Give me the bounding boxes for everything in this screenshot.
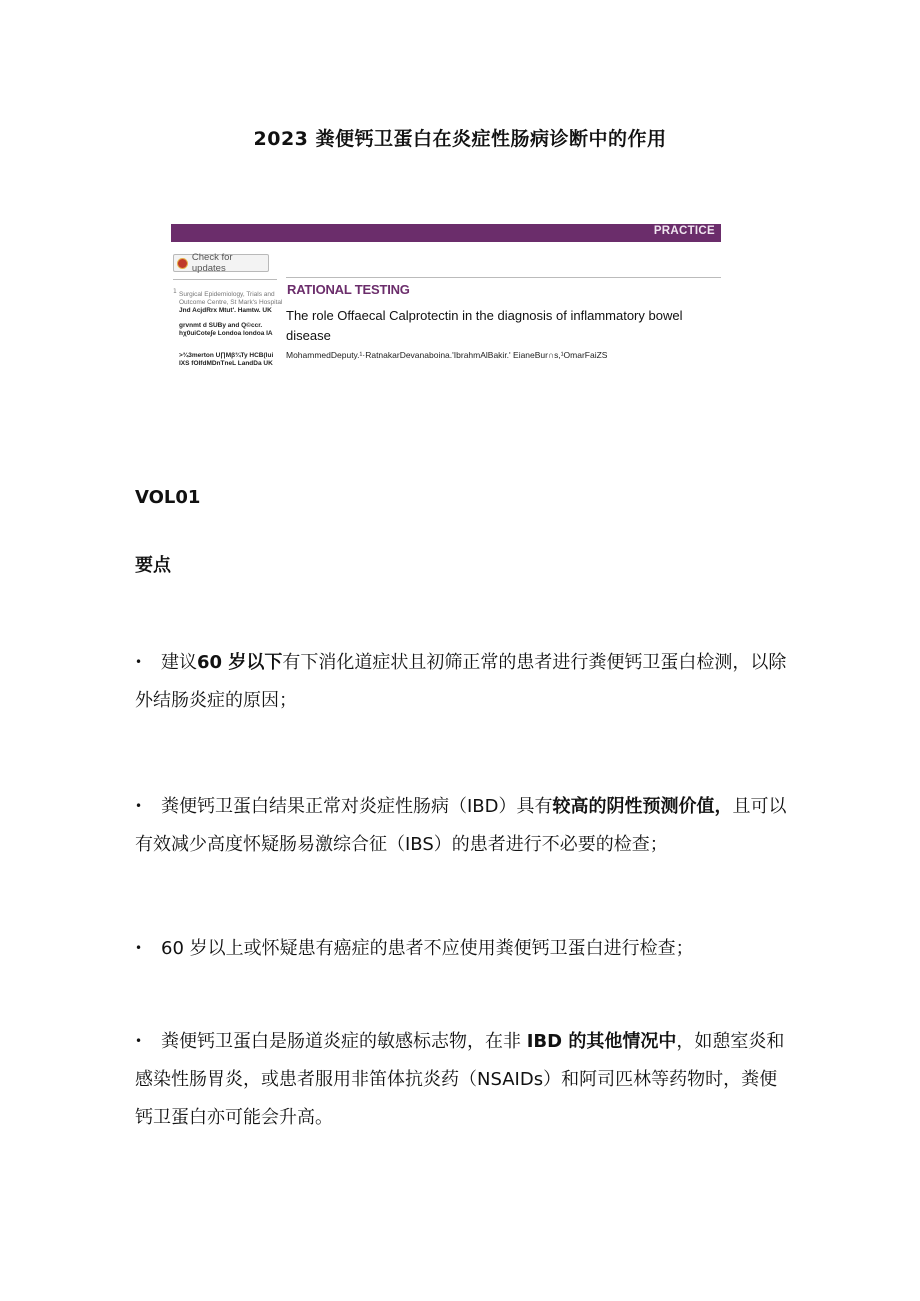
document-title: 2023 粪便钙卫蛋白在炎症性肠病诊断中的作用 (253, 128, 667, 150)
key-point-1 (135, 643, 795, 720)
main-divider (286, 277, 721, 278)
section-label: RATIONAL TESTING (287, 282, 410, 297)
key-point-text: 建议 (161, 652, 197, 673)
author-list: MohammedDeputy.¹·RatnakarDevanaboina.'IbrahmAlBakir.' EianeBur∩s,¹OmarFaiZS (286, 350, 608, 360)
key-point-emphasis: 60 岁以下 (197, 652, 283, 673)
affiliation-line: grvnmt d SUBy and Q©ccr. (179, 322, 263, 329)
affiliation-marker: 1 (173, 288, 177, 295)
bullet-icon: • (135, 941, 143, 955)
key-point-text: 粪便钙卫蛋白结果正常对炎症性肠病（IBD）具有 (161, 796, 553, 817)
affiliation-line: Outcome Centre, St Mark's Hospital (179, 299, 283, 306)
affiliation-line: Jnd AcjdRrx Mtut'. Hamtw. UK (179, 307, 272, 314)
volume-label: VOL01 (135, 487, 201, 508)
bullet-icon: • (135, 655, 143, 669)
article-excerpt-figure (171, 224, 721, 374)
key-point-4 (135, 1022, 795, 1137)
affiliation-line: IXS fOIfdMDnTneL LandDa UK (179, 360, 273, 367)
affiliation-line: Surgical Epidemiology, Trials and (179, 291, 275, 298)
key-points-heading: 要点 (135, 555, 171, 576)
key-point-text: 有下消化道症状且初筛正常的患者进行粪便钙卫蛋白检测，以除外结肠炎症的原因； (135, 652, 787, 711)
key-point-emphasis: 较高的阴性预测价值， (552, 796, 733, 817)
key-point-3 (135, 929, 795, 968)
key-point-text: ，如憩室炎和感染性肠胃炎，或患者服用非笛体抗炎药（NSAIDs）和阿司匹林等药物时，粪便钙卫蛋白亦可能会升高。 (135, 1031, 785, 1128)
bullet-icon: • (135, 1034, 143, 1048)
sidebar-divider (173, 279, 277, 280)
article-title: The role Offaecal Calprotectin in the diagnosis of inflammatory bowel disease (286, 308, 683, 343)
affiliation-line: hχ0uiCote∫e Londoa londoa IA (179, 330, 273, 337)
check-for-updates-button (173, 254, 269, 272)
affiliation-2 (179, 322, 283, 338)
key-point-emphasis: IBD 的其他情况中 (526, 1031, 677, 1052)
key-point-text: 且可以有效减少高度怀疑肠易激综合征（IBS）的患者进行不必要的检查； (135, 796, 787, 855)
key-point-2 (135, 787, 795, 864)
crossmark-icon (177, 258, 188, 269)
affiliation-line: >¾3merton U∏Mβ¾Ty HCB(lui (179, 352, 274, 359)
key-point-text: 60 岁以上或怀疑患有癌症的患者不应使用粪便钙卫蛋白进行检查； (161, 938, 694, 959)
check-for-updates-label: Check for updates (191, 252, 233, 274)
affiliation-1 (179, 291, 283, 315)
bullet-icon: • (135, 799, 143, 813)
key-point-text: 粪便钙卫蛋白是肠道炎症的敏感标志物，在非 (161, 1031, 527, 1052)
affiliation-3 (179, 352, 283, 368)
banner-label: PRACTICE (653, 225, 715, 237)
journal-banner (171, 224, 721, 242)
